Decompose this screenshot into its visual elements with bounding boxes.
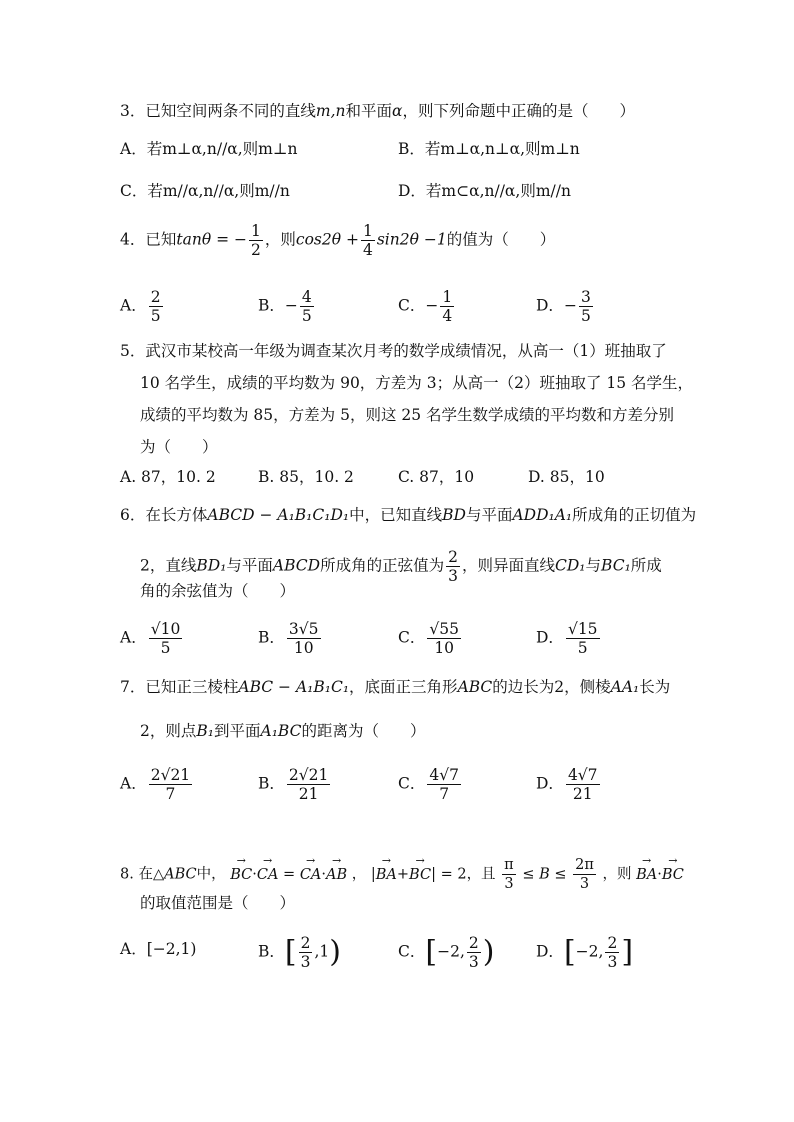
q6-option-b: B． $\frac{3√5}{10}$ — [258, 620, 319, 657]
q5-option-c: C. 87，10 — [398, 468, 475, 486]
q3-stem: 3．已知空间两条不同的直线m,n和平面α，则下列命题中正确的是（ ） — [120, 102, 635, 120]
q5-line-2: 10 名学生，成绩的平均数为 90，方差为 3；从高一（2）班抽取了 15 名学生， — [140, 374, 694, 392]
q6-line-3: 角的余弦值为（ ） — [140, 582, 296, 600]
q8-option-d: D．[−2, $\frac{2}{3}$ ] — [536, 934, 634, 971]
q3-option-c: C．若m//α,n//α,则m//n — [120, 182, 290, 200]
q6-option-a: A． $\frac{√10}{5}$ — [120, 620, 181, 657]
q6-option-c: C． $\frac{√55}{10}$ — [398, 620, 459, 657]
q4-option-c: C．− $\frac{1}{4}$ — [398, 288, 453, 325]
q7-line-2: 2，则点B₁到平面A₁BC的距离为（ ） — [140, 722, 426, 740]
q7-line-1: 7．已知正三棱柱ABC − A₁B₁C₁，底面正三角形ABC的边长为2，侧棱AA₁长为 — [120, 678, 671, 696]
q8-line-2: 的取值范围是（ ） — [140, 894, 296, 912]
q7-option-b: B． $\frac{2√21}{21}$ — [258, 766, 329, 803]
q4-option-a: A． $\frac{2}{5}$ — [120, 288, 161, 325]
q3-option-a: A．若m⊥α,n//α,则m⊥n — [120, 140, 298, 158]
q5-option-d: D. 85，10 — [528, 468, 605, 486]
q8-option-a: A．[−2,1) — [120, 940, 197, 958]
q3-option-d: D．若m⊂α,n//α,则m//n — [398, 182, 571, 200]
q6-line-2: 2，直线BD₁与平面ABCD所成角的正弦值为 $\frac{2}{3}$ ，则异面直线CD₁与BC₁所成 — [140, 548, 662, 585]
q7-option-d: D． $\frac{4√7}{21}$ — [536, 766, 598, 803]
q5-option-a: A. 87，10. 2 — [120, 468, 216, 486]
q5-line-4: 为（ ） — [140, 438, 218, 456]
q6-option-d: D． $\frac{√15}{5}$ — [536, 620, 598, 657]
q4-stem: 4．已知tanθ = − $\frac{1}{2}$ ，则cos2θ + $\frac{1}{4}$ sin2θ −1的值为（ ） — [120, 222, 556, 259]
q5-line-1: 5．武汉市某校高一年级为调查某次月考的数学成绩情况，从高一（1）班抽取了 — [120, 342, 667, 360]
q7-option-a: A． $\frac{2√21}{7}$ — [120, 766, 191, 803]
q8-option-c: C．[−2, $\frac{2}{3}$ ) — [398, 934, 495, 971]
q8-option-b: B．[ $\frac{2}{3}$ ,1) — [258, 934, 341, 971]
q8-line-1: 8. 在△ABC中， → BC·→ CA = → CA·→ AB ， |→ BA+→ BC| = 2，且 $\frac{\pi}{3}$ ≤ B ≤ $\frac{2\pi}{3}$ ，则 → BA·→ BC — [120, 856, 684, 893]
q4-option-b: B．− $\frac{4}{5}$ — [258, 288, 312, 325]
q4-frac-quarter: $\frac{1}{4}$ — [362, 222, 373, 259]
q4-option-d: D．− $\frac{3}{5}$ — [536, 288, 591, 325]
q5-line-3: 成绩的平均数为 85，方差为 5，则这 25 名学生数学成绩的平均数和方差分别 — [140, 406, 675, 424]
q5-option-b: B. 85，10. 2 — [258, 468, 354, 486]
q6-line-1: 6．在长方体ABCD − A₁B₁C₁D₁中，已知直线BD与平面ADD₁A₁所成角的正切值为 — [120, 506, 697, 524]
q7-option-c: C． $\frac{4√7}{7}$ — [398, 766, 459, 803]
q3-option-b: B．若m⊥α,n⊥α,则m⊥n — [398, 140, 580, 158]
q4-frac-half: $\frac{1}{2}$ — [251, 222, 261, 259]
